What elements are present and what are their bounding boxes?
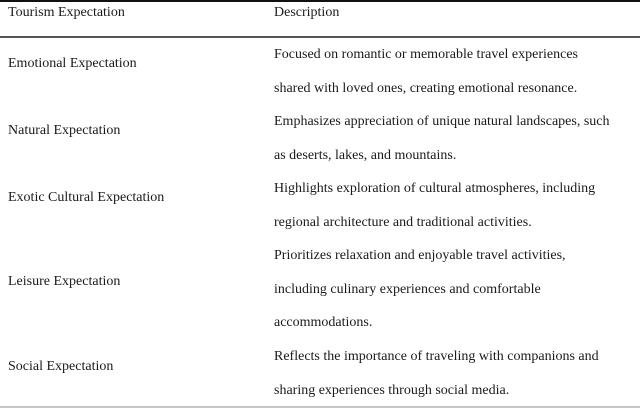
table-header-row <box>0 4 640 24</box>
table-top-rule <box>0 0 640 2</box>
description-line: shared with loved ones, creating emotional resonance. <box>274 80 578 96</box>
row-description <box>274 340 640 407</box>
row-label: Emotional Expectation <box>8 56 137 71</box>
description-line: Focused on romantic or memorable travel experiences <box>274 47 578 62</box>
description-line: Prioritizes relaxation and enjoyable travel activities, <box>274 248 566 263</box>
description-line: Highlights exploration of cultural atmospheres, including <box>274 181 596 196</box>
description-line: including culinary experiences and comfortable <box>274 281 541 297</box>
row-label: Social Expectation <box>8 359 114 374</box>
row-label: Leisure Expectation <box>8 274 121 289</box>
row-description <box>274 172 640 239</box>
description-line: regional architecture and traditional activities. <box>274 214 532 230</box>
description-line: accommodations. <box>274 315 373 331</box>
description-line: Reflects the importance of traveling with companions and <box>274 349 599 364</box>
description-line: sharing experiences through social media. <box>274 382 510 398</box>
row-description <box>274 239 640 340</box>
row-label: Natural Expectation <box>8 123 121 138</box>
row-label: Exotic Cultural Expectation <box>8 190 165 205</box>
row-description <box>274 38 640 105</box>
description-line: as deserts, lakes, and mountains. <box>274 147 457 163</box>
header-description: Description <box>274 5 340 20</box>
table-bottom-rule <box>0 406 640 408</box>
description-line: Emphasizes appreciation of unique natural landscapes, such <box>274 114 610 129</box>
header-tourism-expectation: Tourism Expectation <box>8 5 125 20</box>
row-description <box>274 105 640 172</box>
